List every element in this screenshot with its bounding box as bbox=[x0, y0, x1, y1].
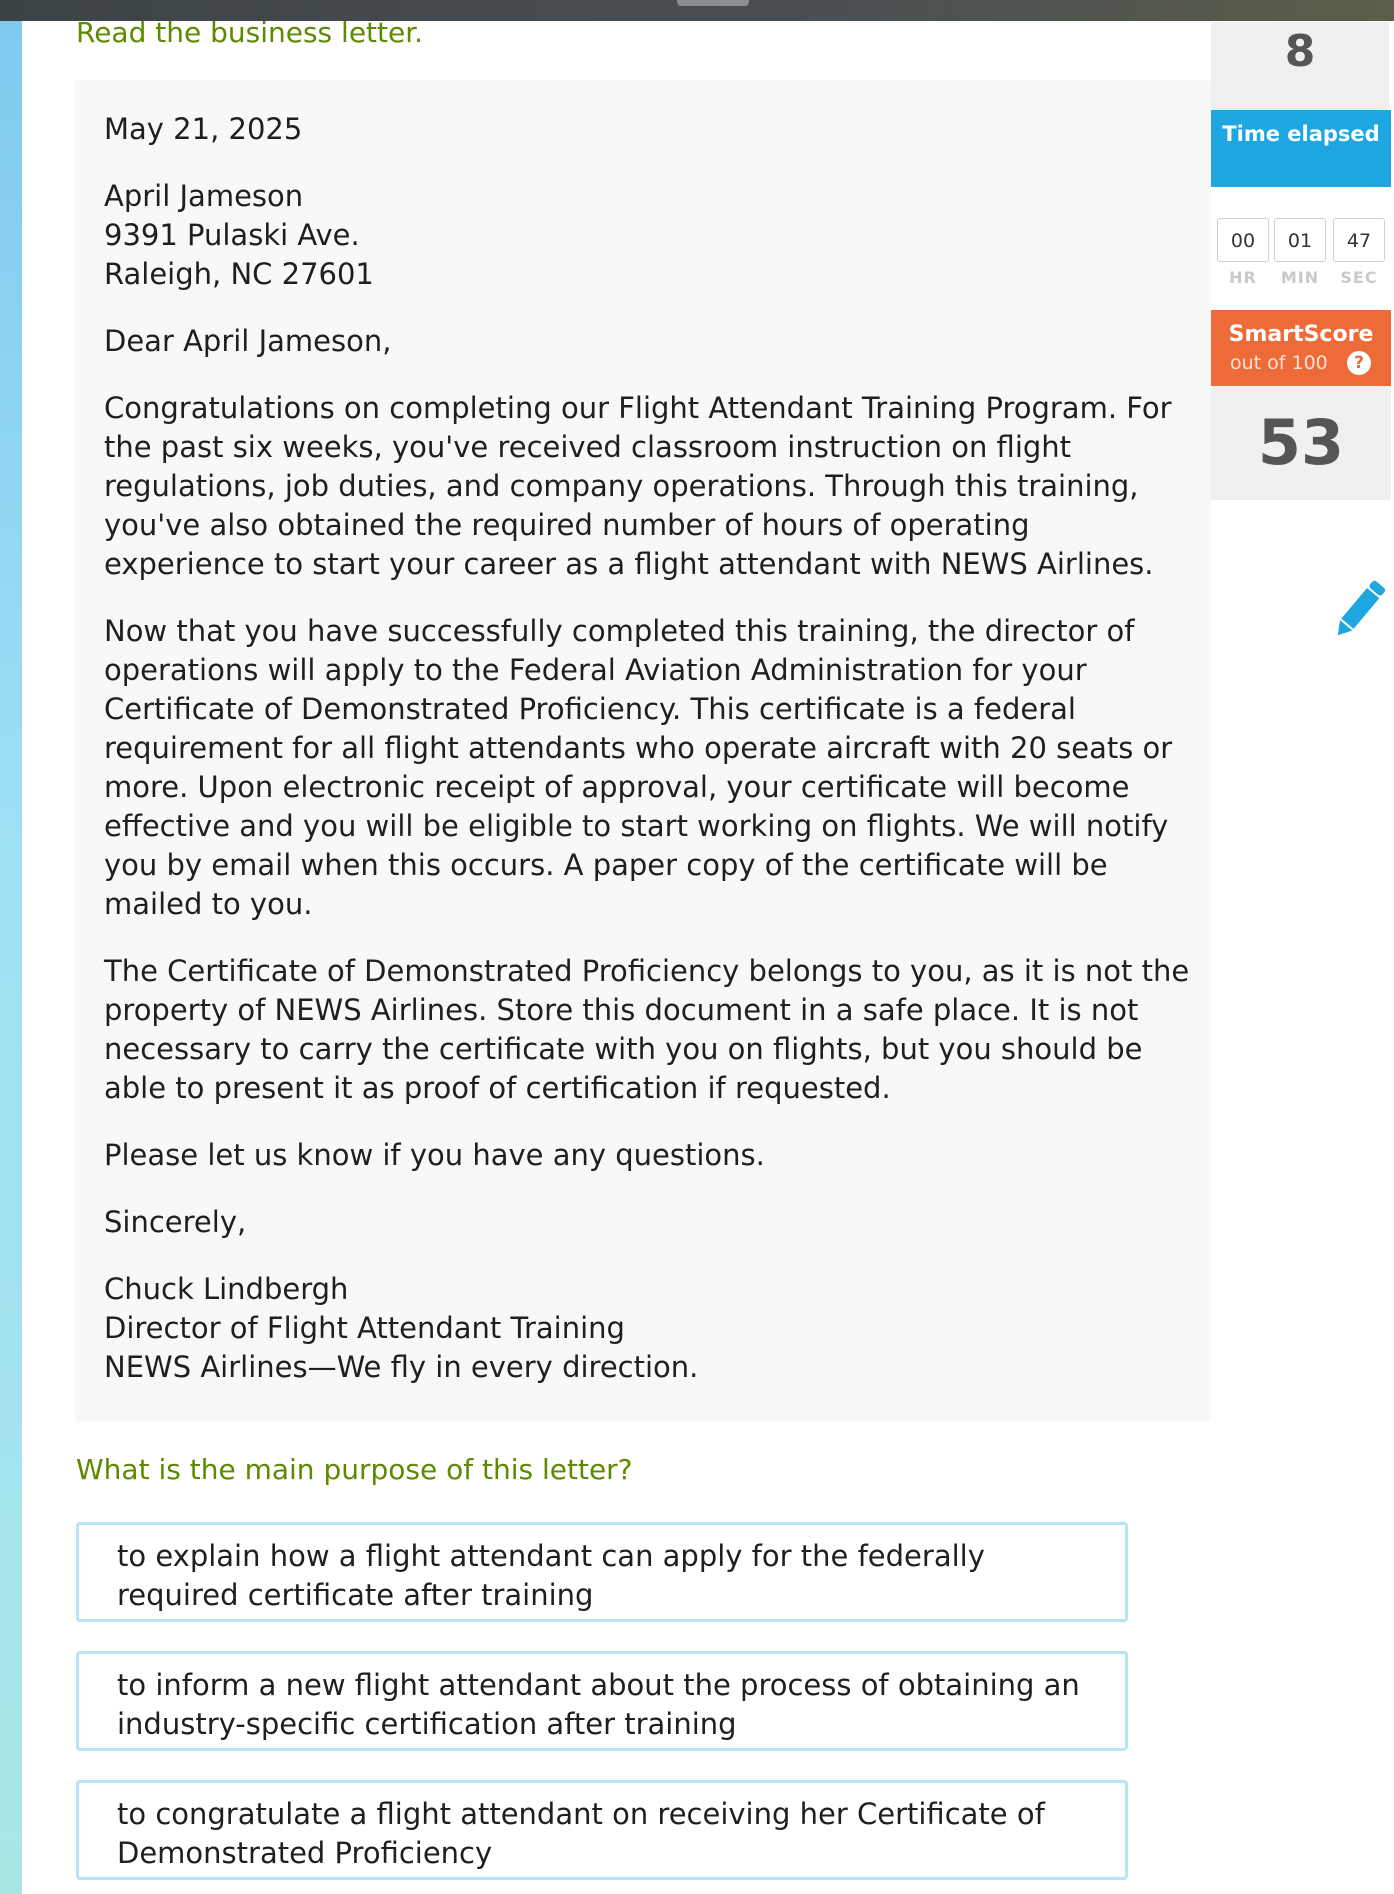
smartscore-header bbox=[1211, 310, 1391, 386]
answer-choice-3[interactable] bbox=[76, 1780, 1128, 1880]
letter-address bbox=[104, 177, 1194, 294]
answer-choice-2[interactable] bbox=[76, 1651, 1128, 1751]
timer-minutes: 01 bbox=[1274, 218, 1326, 262]
camera-notch bbox=[677, 0, 749, 6]
letter-date: May 21, 2025 bbox=[104, 112, 303, 146]
letter-closing: Sincerely, bbox=[104, 1205, 247, 1239]
answer-choice-text: to inform a new flight attendant about the process of obtaining an industry-specific certification after training bbox=[117, 1668, 1080, 1741]
smartscore-label: SmartScore bbox=[1228, 322, 1374, 347]
address-line: Raleigh, NC 27601 bbox=[104, 257, 374, 291]
letter-paragraph: Now that you have successfully completed this training, the director of operations will apply to the Federal Aviation Administration for your Certificate of Demonstrated Proficiency. This certificate is a federal requirement for all flight attendants who operate aircraft with 20 seats or more. Upon electronic receipt of approval, your certificate will become effective and you will be eligible to start working on flights. We will notify you by email when this occurs. A paper copy of the certificate will be mailed to you. bbox=[104, 614, 1173, 921]
answer-choice-text: to explain how a flight attendant can apply for the federally required certificate after training bbox=[117, 1539, 985, 1612]
smartscore-sublabel: out of 100 bbox=[1230, 352, 1328, 374]
letter-signature bbox=[104, 1270, 1194, 1387]
letter-paragraph: The Certificate of Demonstrated Proficiency belongs to you, as it is not the property of NEWS Airlines. Store this document in a safe place. It is not necessary to carry the certificate with you on flights, but you should be able to present it as proof of certification if requested. bbox=[104, 954, 1190, 1105]
letter-salutation: Dear April Jameson, bbox=[104, 324, 392, 358]
pencil-icon[interactable] bbox=[1324, 575, 1394, 645]
timer-hours-label: HR bbox=[1229, 268, 1257, 287]
questions-answered-count: 8 bbox=[1211, 22, 1389, 110]
business-letter bbox=[75, 80, 1211, 1422]
timer-hours: 00 bbox=[1217, 218, 1269, 262]
question-text: What is the main purpose of this letter? bbox=[76, 1453, 633, 1486]
signature-line: Chuck Lindbergh bbox=[104, 1272, 349, 1306]
letter-paragraph: Please let us know if you have any questions. bbox=[104, 1138, 765, 1172]
instruction-text: Read the business letter. bbox=[76, 16, 424, 49]
answer-choice-1[interactable] bbox=[76, 1522, 1128, 1622]
answer-choice-text: to congratulate a flight attendant on receiving her Certificate of Demonstrated Proficiency bbox=[117, 1797, 1045, 1870]
timer-seconds-label: SEC bbox=[1340, 268, 1378, 287]
smartscore-value: 53 bbox=[1211, 386, 1391, 500]
time-elapsed-header: Time elapsed bbox=[1211, 110, 1391, 187]
signature-line: NEWS Airlines—We fly in every direction. bbox=[104, 1350, 699, 1384]
signature-line: Director of Flight Attendant Training bbox=[104, 1311, 625, 1345]
timer-minutes-label: MIN bbox=[1280, 268, 1320, 287]
timer-seconds: 47 bbox=[1333, 218, 1385, 262]
help-icon[interactable]: ? bbox=[1347, 351, 1371, 375]
letter-content bbox=[104, 110, 1194, 1415]
address-line: 9391 Pulaski Ave. bbox=[104, 218, 360, 252]
letter-paragraph: Congratulations on completing our Flight Attendant Training Program. For the past six weeks, you've received classroom instruction on flight regulations, job duties, and company operations. Through this training, you've also obtained the required number of hours of operating experience to start your career as a flight attendant with NEWS Airlines. bbox=[104, 391, 1172, 581]
left-decorative-strip bbox=[0, 21, 22, 1894]
address-line: April Jameson bbox=[104, 179, 304, 213]
